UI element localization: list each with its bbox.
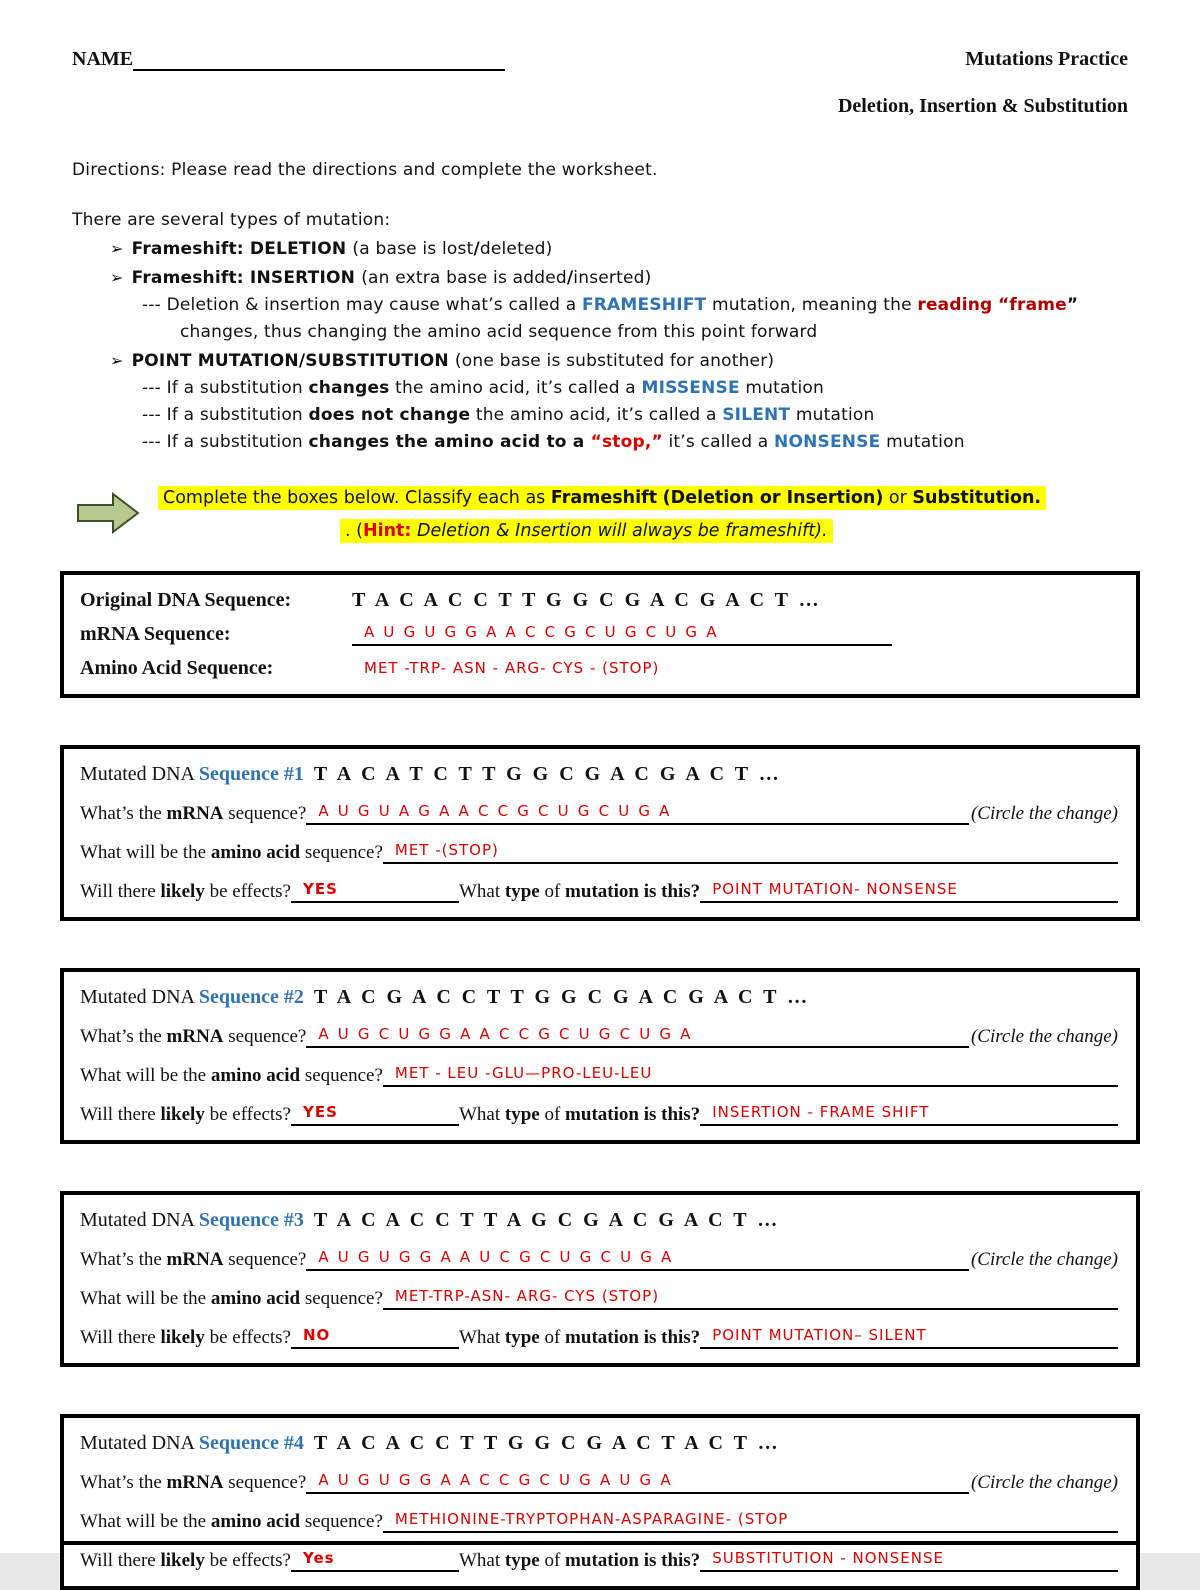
sequence-number: Sequence #3 <box>198 1208 304 1231</box>
amino-row <box>80 1509 1118 1533</box>
mutated-box-1-title <box>80 761 1118 786</box>
mutation-types-lead: There are several types of mutation: <box>72 210 391 230</box>
silent-note: --- If a substitution does not change the amino acid, it’s called a SILENT mutation <box>142 405 875 425</box>
name-line <box>72 48 505 71</box>
next-box-partial-border <box>60 1541 1140 1555</box>
mrna-question: What’s the mRNA sequence? <box>80 802 307 824</box>
mutation-type-answer: POINT MUTATION- NONSENSE <box>712 879 958 898</box>
mutation-type-question: What type of mutation is this? <box>458 1549 701 1571</box>
mrna-answer: A U G U G G A A C C G C U G A U G A <box>318 1470 673 1489</box>
mrna-answer: A U G U G G A A U C G C U G C U G A <box>318 1247 674 1266</box>
callout-line1: Complete the boxes below. Classify each as Frameshift (Deletion or Insertion) or Substitution. <box>158 486 1046 510</box>
effects-row <box>80 1102 1118 1126</box>
mrna-answer: A U G U A G A A C C G C U G C U G A <box>318 801 672 820</box>
effects-answer: YES <box>302 1102 338 1121</box>
mrna-question: What’s the mRNA sequence? <box>80 1471 307 1493</box>
amino-question: What will be the amino acid sequence? <box>80 1064 383 1086</box>
amino-answer: MET-TRP-ASN- ARG- CYS (STOP) <box>394 1286 660 1305</box>
original-dna-row <box>80 589 1118 612</box>
mrna-row <box>80 1024 1118 1048</box>
mrna-answer: A U G C U G G A A C C G C U G C U G A <box>318 1024 693 1043</box>
page-subtitle: Deletion, Insertion & Substitution <box>837 95 1128 117</box>
mutated-dna-sequence: T A C G A C C T T G G C G A C G A C T … <box>313 985 811 1008</box>
mutated-box-3 <box>60 1191 1140 1367</box>
sequence-number: Sequence #2 <box>198 985 304 1008</box>
effects-answer-blank <box>291 1102 459 1126</box>
mrna-row <box>80 1247 1118 1271</box>
bullet-deletion-text: Frameshift: DELETION (a base is lost/deleted) <box>131 239 553 259</box>
mrna-row <box>80 801 1118 825</box>
circle-the-change-note: (Circle the change) <box>970 1248 1118 1270</box>
amino-question: What will be the amino acid sequence? <box>80 1287 383 1309</box>
mrna-question: What’s the mRNA sequence? <box>80 1025 307 1047</box>
mutation-type-answer: POINT MUTATION– SILENT <box>712 1325 927 1344</box>
original-dna-label: Original DNA Sequence: <box>80 588 292 611</box>
arrow-bullet-icon: ➢ <box>110 351 124 370</box>
circle-the-change-note: (Circle the change) <box>970 1025 1118 1047</box>
original-amino-row <box>80 656 1118 680</box>
original-amino-blank <box>352 656 667 680</box>
amino-answer-blank <box>383 1509 1118 1533</box>
bullet-point-mutation-text: POINT MUTATION/SUBSTITUTION (one base is substituted for another) <box>131 351 775 371</box>
original-mrna-row <box>80 622 1118 646</box>
amino-answer-blank <box>383 840 1118 864</box>
amino-answer-blank <box>383 1063 1118 1087</box>
name-label: NAME <box>72 48 134 70</box>
mutated-box-2-title <box>80 984 1118 1009</box>
header <box>0 0 1200 118</box>
original-mrna-label: mRNA Sequence: <box>80 622 231 645</box>
original-mrna-answer: A U G U G G A A C C G C U G C U G A <box>364 622 719 641</box>
name-blank <box>133 49 505 71</box>
nonsense-note: --- If a substitution changes the amino acid to a “stop,” it’s called a NONSENSE mutation <box>142 432 965 452</box>
effects-answer: YES <box>302 879 338 898</box>
mutated-box-1 <box>60 745 1140 921</box>
effects-answer: NO <box>302 1325 331 1344</box>
mutation-type-question: What type of mutation is this? <box>458 880 701 902</box>
mrna-answer-blank <box>306 1024 969 1048</box>
original-sequence-box <box>60 571 1140 698</box>
amino-row <box>80 1063 1118 1087</box>
bullet-insertion-text: Frameshift: INSERTION (an extra base is added/inserted) <box>131 268 652 288</box>
mutated-dna-sequence: T A C A C C T T G G C G A C T A C T … <box>313 1431 781 1454</box>
mrna-answer-blank <box>306 801 969 825</box>
amino-question: What will be the amino acid sequence? <box>80 841 383 863</box>
mutated-dna-label: Mutated DNA <box>80 1431 199 1454</box>
callout-line2: . (Hint: Deletion & Insertion will always be frameshift). <box>340 519 833 543</box>
original-amino-label: Amino Acid Sequence: <box>80 656 274 679</box>
effects-row <box>80 879 1118 903</box>
page-title: Mutations Practice <box>965 48 1128 70</box>
title-block <box>838 48 1128 118</box>
bullet-insertion <box>0 268 1200 288</box>
amino-answer: MET -(STOP) <box>394 840 499 859</box>
mrna-answer-blank <box>306 1470 969 1494</box>
circle-the-change-note: (Circle the change) <box>970 802 1118 824</box>
mrna-question: What’s the mRNA sequence? <box>80 1248 307 1270</box>
mutated-dna-label: Mutated DNA <box>80 1208 199 1231</box>
mutated-box-3-title <box>80 1207 1118 1232</box>
amino-question: What will be the amino acid sequence? <box>80 1510 383 1532</box>
effects-question: Will there likely be effects? <box>80 880 291 902</box>
amino-answer-blank <box>383 1286 1118 1310</box>
block-arrow-icon <box>76 490 142 540</box>
mutated-box-4 <box>60 1414 1140 1590</box>
frameshift-note-line2: changes, thus changing the amino acid sequence from this point forward <box>180 322 818 342</box>
mutated-dna-sequence: T A C A T C T T G G C G A C G A C T … <box>313 762 782 785</box>
mutation-type-answer: SUBSTITUTION - NONSENSE <box>712 1548 944 1567</box>
mrna-answer-blank <box>306 1247 969 1271</box>
effects-answer: Yes <box>302 1548 335 1567</box>
arrow-bullet-icon: ➢ <box>110 239 124 258</box>
mutation-type-blank <box>700 1102 1118 1126</box>
sequence-number: Sequence #1 <box>198 762 304 785</box>
bullet-point-mutation <box>0 351 1200 371</box>
sequence-number: Sequence #4 <box>198 1431 304 1454</box>
original-mrna-blank <box>352 622 892 646</box>
mutation-type-answer: INSERTION - FRAME SHIFT <box>712 1102 930 1121</box>
mrna-row <box>80 1470 1118 1494</box>
instructions-callout <box>0 482 1200 549</box>
mutation-type-question: What type of mutation is this? <box>458 1103 701 1125</box>
original-dna-sequence: T A C A C C T T G G C G A C G A C T … <box>352 588 822 611</box>
effects-answer-blank <box>291 879 459 903</box>
original-amino-answer: MET -TRP- ASN - ARG- CYS - (STOP) <box>364 658 660 677</box>
mutated-dna-label: Mutated DNA <box>80 985 199 1008</box>
directions-text: Directions: Please read the directions and complete the worksheet. <box>72 160 658 180</box>
amino-answer: MET - LEU -GLU—PRO-LEU-LEU <box>394 1063 653 1082</box>
effects-question: Will there likely be effects? <box>80 1549 291 1571</box>
amino-row <box>80 1286 1118 1310</box>
arrow-bullet-icon: ➢ <box>110 268 124 287</box>
bullet-deletion <box>0 239 1200 259</box>
amino-answer: METHIONINE-TRYPTOPHAN-ASPARAGINE- (STOP <box>394 1509 789 1528</box>
mutated-dna-sequence: T A C A C C T T A G C G A C G A C T … <box>313 1208 781 1231</box>
mutation-type-blank <box>700 1325 1118 1349</box>
effects-answer-blank <box>291 1325 459 1349</box>
amino-row <box>80 840 1118 864</box>
mutated-box-4-title <box>80 1430 1118 1455</box>
frameshift-note-line1: --- Deletion & insertion may cause what’s called a FRAMESHIFT mutation, meaning the reading “frame” <box>142 295 1079 315</box>
effects-question: Will there likely be effects? <box>80 1326 291 1348</box>
callout-text <box>158 482 1046 549</box>
effects-row <box>80 1325 1118 1349</box>
mutation-type-blank <box>700 879 1118 903</box>
mutated-dna-label: Mutated DNA <box>80 762 199 785</box>
mutation-type-question: What type of mutation is this? <box>458 1326 701 1348</box>
circle-the-change-note: (Circle the change) <box>970 1471 1118 1493</box>
mutated-box-2 <box>60 968 1140 1144</box>
missense-note: --- If a substitution changes the amino acid, it’s called a MISSENSE mutation <box>142 378 824 398</box>
effects-question: Will there likely be effects? <box>80 1103 291 1125</box>
